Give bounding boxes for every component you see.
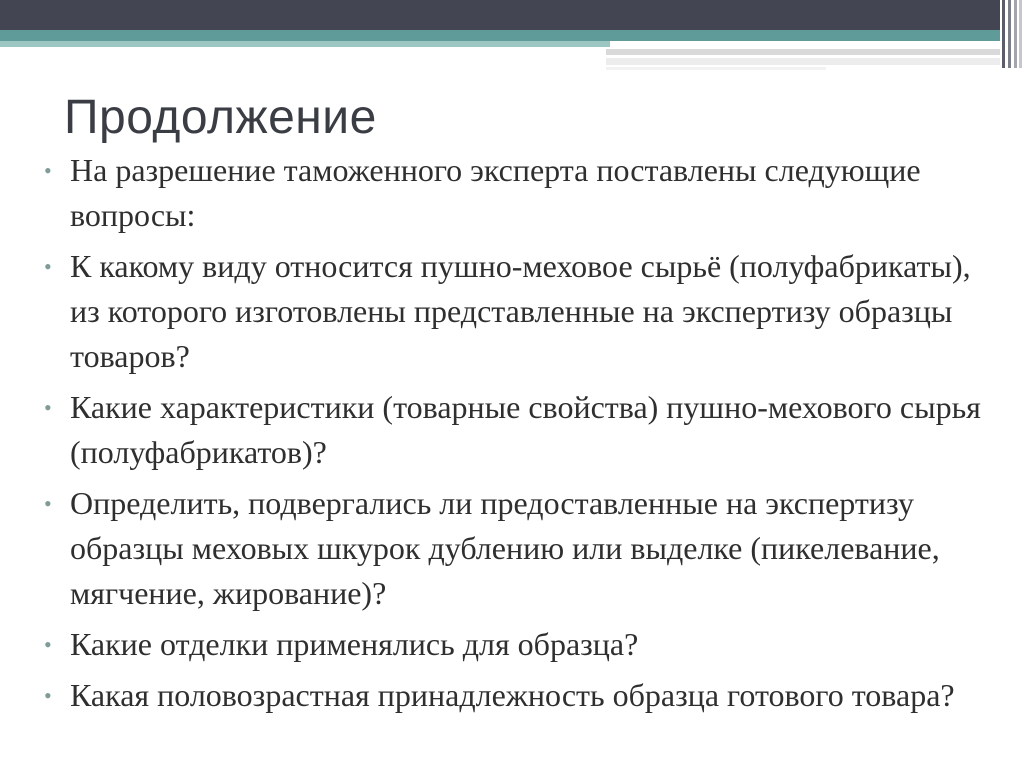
bullet-text: Какая половозрастная принадлежность образца готового товара? [70, 677, 955, 713]
header-bar-dark [0, 0, 1000, 30]
bullet-dot-icon: • [44, 491, 52, 516]
header-bar-teal-light [0, 41, 610, 47]
bullet-item [44, 244, 1004, 379]
edge-stripe-1 [1002, 0, 1005, 68]
bullet-item [44, 148, 1004, 238]
bullet-text: Какие характеристики (товарные свойства) пушно-мехового сырья (полуфабрикатов)? [70, 389, 981, 470]
bullet-text: На разрешение таможенного эксперта поставлены следующие вопросы: [70, 152, 921, 233]
bullet-item [44, 481, 1004, 616]
bullet-text: Определить, подвергались ли предоставленные на экспертизу образцы меховых шкурок дублению или выделке (пикелевание, мягчение, жирование)? [70, 485, 940, 611]
bullet-item [44, 622, 1004, 667]
edge-stripe-4 [1019, 0, 1022, 68]
header-stripe-1 [606, 49, 1000, 55]
bullet-dot-icon: • [44, 395, 52, 420]
bullet-dot-icon: • [44, 158, 52, 183]
bullet-dot-icon: • [44, 632, 52, 657]
header-stripe-3 [606, 67, 826, 70]
slide-title: Продолжение [64, 91, 377, 144]
bullet-item [44, 385, 1004, 475]
edge-stripe-3 [1014, 0, 1017, 68]
bullet-item [44, 673, 1004, 718]
bullet-list [44, 148, 1004, 724]
header-bar-teal [0, 30, 1000, 41]
bullet-dot-icon: • [44, 683, 52, 708]
edge-stripe-2 [1008, 0, 1011, 68]
bullet-text: К какому виду относится пушно-меховое сырьё (полуфабрикаты), из которого изготовлены представленные на экспертизу образцы товаров? [70, 248, 971, 374]
header-stripe-2 [606, 58, 1000, 65]
bullet-text: Какие отделки применялись для образца? [70, 626, 639, 662]
bullet-dot-icon: • [44, 254, 52, 279]
